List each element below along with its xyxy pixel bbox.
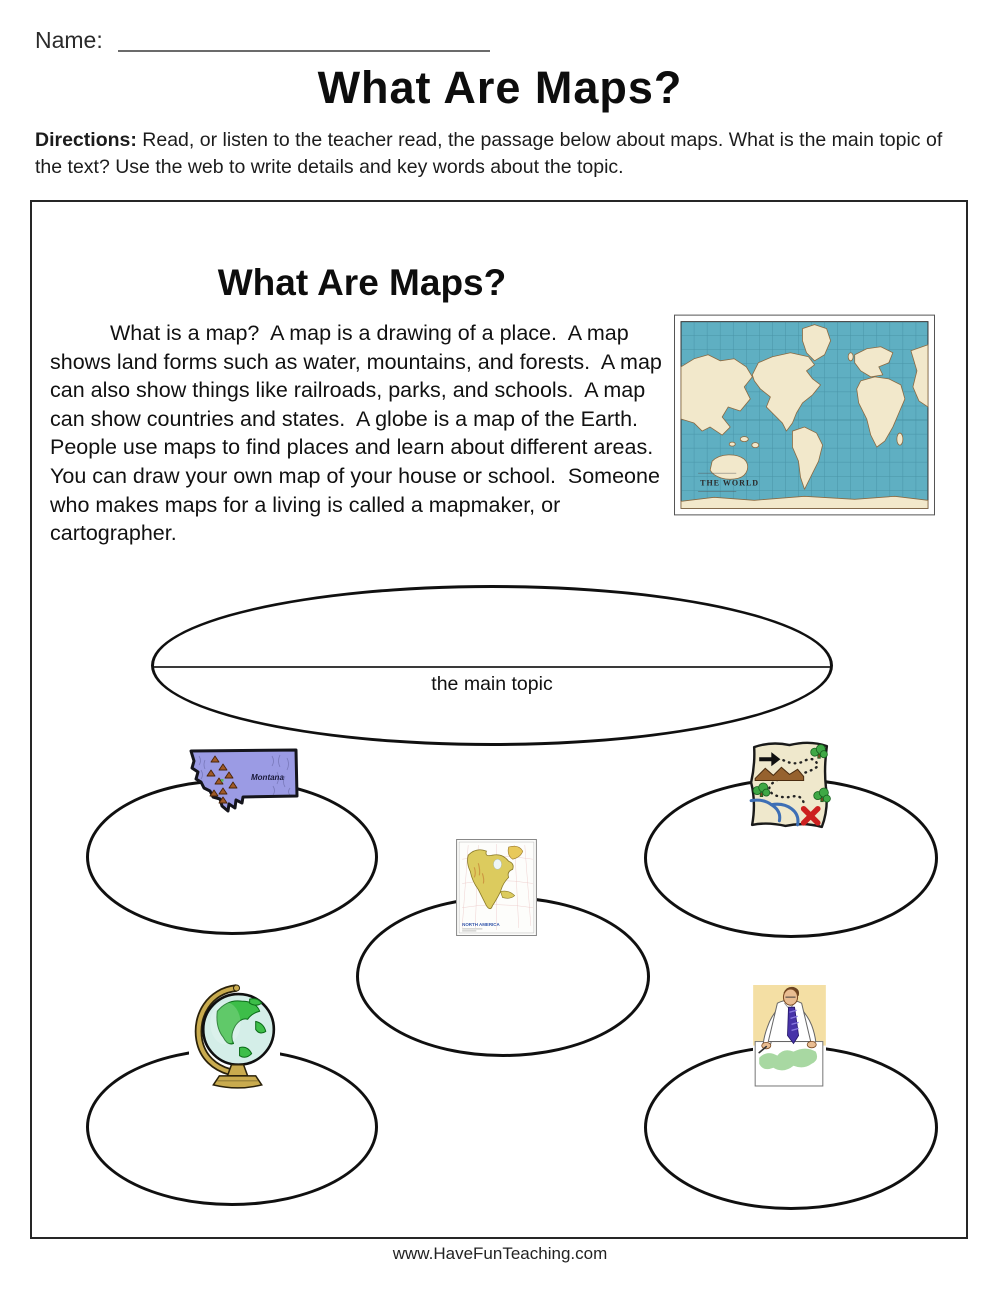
montana-state-map-image (177, 746, 301, 819)
worksheet-box (30, 200, 968, 1239)
north-america-caption: NORTH AMERICA (462, 921, 500, 927)
cartographer-icon (753, 985, 826, 1088)
main-topic-write-line (154, 666, 830, 668)
name-blank-line (118, 50, 490, 52)
passage-text: What is a map? A map is a drawing of a place. A map shows land forms such as water, mountains, and forests. A map can also show things like railroads, parks, and schools. A map can show countries and states. A globe is a map of the Earth. People use maps to find places and learn about different areas. You can draw your own map of your house or school. Someone who makes maps for a living is called a mapmaker, or cartographer. (50, 321, 668, 546)
treasure-map-image (739, 738, 840, 833)
passage-heading: What Are Maps? (217, 262, 507, 303)
footer-url: www.HaveFunTeaching.com (392, 1244, 608, 1263)
directions-text: Read, or listen to the teacher read, the passage below about maps. What is the main topic of the text? Use the web to write details and key words about the topic. (35, 129, 943, 178)
montana-label: Montana (251, 773, 284, 782)
globe-icon (189, 983, 280, 1096)
globe-image (189, 983, 280, 1096)
directions-paragraph (35, 127, 959, 180)
main-topic-label: the main topic (431, 672, 553, 695)
world-map-image (674, 314, 935, 516)
montana-state-map-icon (177, 746, 301, 819)
world-map-caption: THE WORLD (700, 478, 760, 488)
cartographer-image (753, 985, 826, 1088)
world-map-icon (674, 314, 935, 516)
treasure-map-icon (739, 738, 840, 833)
name-label: Name: (35, 27, 103, 53)
page-title: What Are Maps? (317, 62, 683, 113)
north-america-map-image (456, 839, 537, 936)
directions-label: Directions: (35, 129, 137, 151)
north-america-map-icon (456, 839, 537, 936)
main-topic-ellipse (151, 585, 833, 746)
